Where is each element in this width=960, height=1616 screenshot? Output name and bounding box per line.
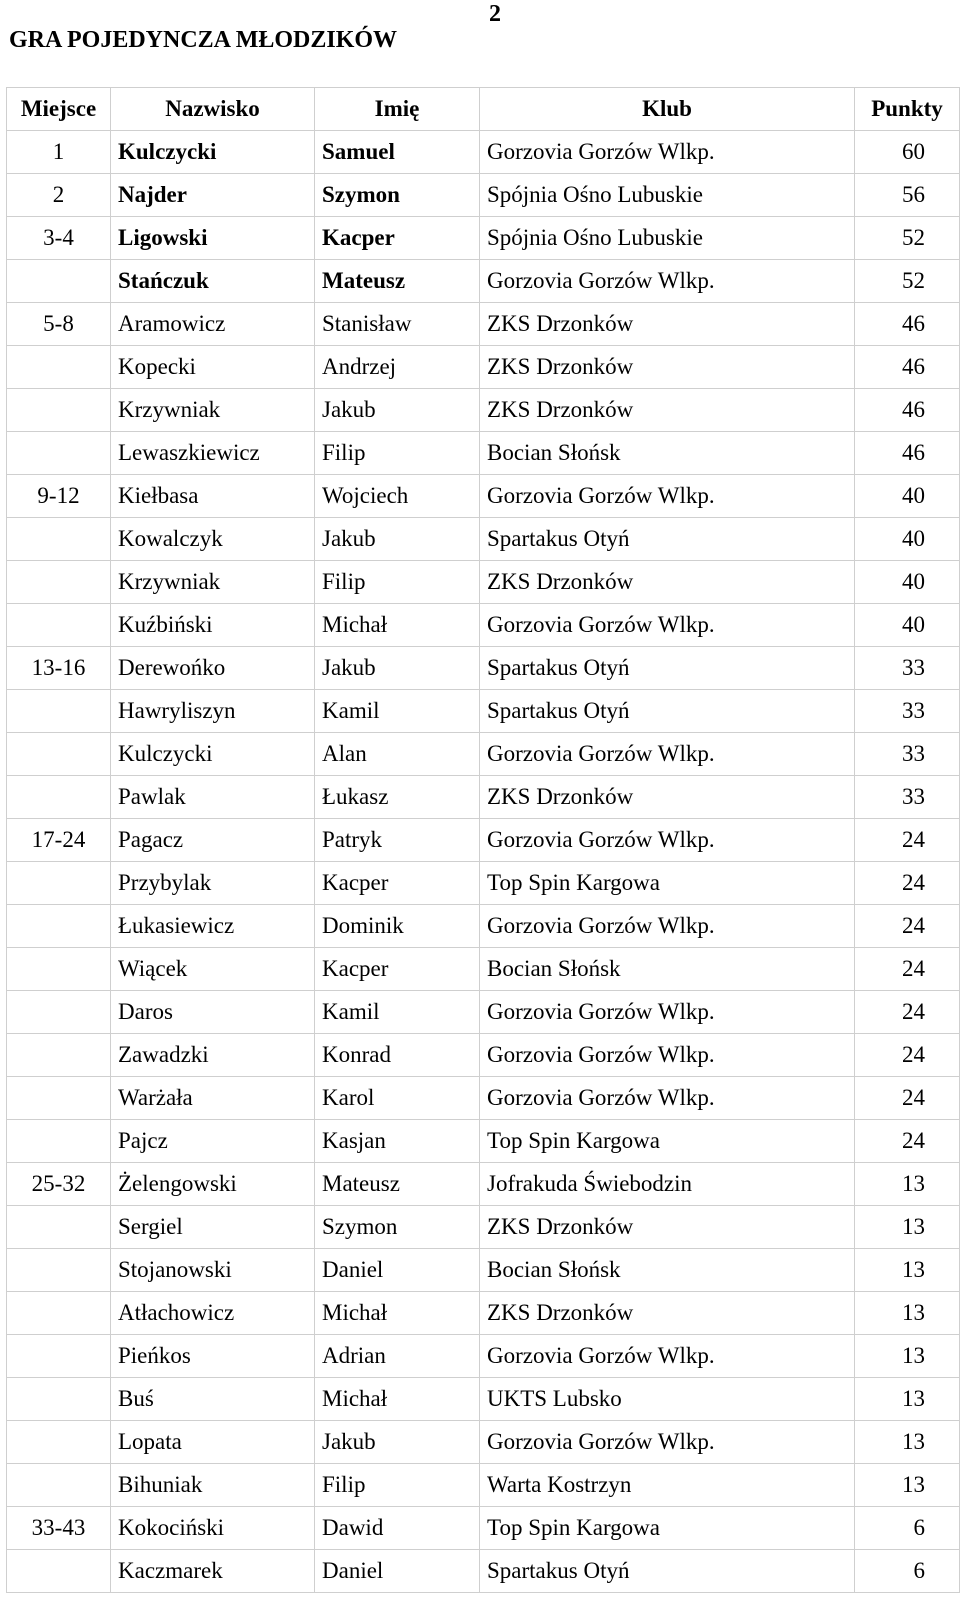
cell-surname: Stańczuk bbox=[111, 260, 315, 303]
cell-first: Kacper bbox=[315, 217, 480, 260]
cell-club: ZKS Drzonków bbox=[480, 389, 855, 432]
cell-points: 13 bbox=[855, 1464, 960, 1507]
cell-first: Jakub bbox=[315, 1421, 480, 1464]
cell-club: ZKS Drzonków bbox=[480, 1206, 855, 1249]
cell-club: Gorzovia Gorzów Wlkp. bbox=[480, 131, 855, 174]
cell-surname: Kokociński bbox=[111, 1507, 315, 1550]
cell-club: Bocian Słońsk bbox=[480, 948, 855, 991]
table-row bbox=[7, 1335, 960, 1378]
cell-place: 13-16 bbox=[7, 647, 111, 690]
cell-surname: Pagacz bbox=[111, 819, 315, 862]
cell-first: Filip bbox=[315, 1464, 480, 1507]
cell-club: Gorzovia Gorzów Wlkp. bbox=[480, 1034, 855, 1077]
cell-first: Daniel bbox=[315, 1249, 480, 1292]
document-title: GRA POJEDYNCZA MŁODZIKÓW bbox=[9, 27, 398, 53]
cell-place bbox=[7, 1034, 111, 1077]
cell-points: 46 bbox=[855, 346, 960, 389]
cell-club: Top Spin Kargowa bbox=[480, 862, 855, 905]
cell-place bbox=[7, 1550, 111, 1593]
cell-points: 33 bbox=[855, 776, 960, 819]
cell-points: 52 bbox=[855, 260, 960, 303]
cell-first: Alan bbox=[315, 733, 480, 776]
cell-first: Szymon bbox=[315, 174, 480, 217]
cell-place bbox=[7, 690, 111, 733]
cell-points: 24 bbox=[855, 1034, 960, 1077]
cell-points: 6 bbox=[855, 1507, 960, 1550]
table-row bbox=[7, 475, 960, 518]
table-row bbox=[7, 1378, 960, 1421]
cell-first: Samuel bbox=[315, 131, 480, 174]
cell-surname: Sergiel bbox=[111, 1206, 315, 1249]
cell-first: Daniel bbox=[315, 1550, 480, 1593]
cell-surname: Hawryliszyn bbox=[111, 690, 315, 733]
cell-club: Spartakus Otyń bbox=[480, 690, 855, 733]
cell-points: 24 bbox=[855, 905, 960, 948]
cell-points: 33 bbox=[855, 647, 960, 690]
table-row bbox=[7, 647, 960, 690]
cell-points: 13 bbox=[855, 1421, 960, 1464]
cell-club: ZKS Drzonków bbox=[480, 303, 855, 346]
cell-first: Jakub bbox=[315, 647, 480, 690]
cell-points: 24 bbox=[855, 948, 960, 991]
table-row bbox=[7, 260, 960, 303]
cell-first: Dominik bbox=[315, 905, 480, 948]
cell-club: ZKS Drzonków bbox=[480, 561, 855, 604]
cell-points: 13 bbox=[855, 1249, 960, 1292]
cell-first: Konrad bbox=[315, 1034, 480, 1077]
cell-club: Gorzovia Gorzów Wlkp. bbox=[480, 819, 855, 862]
cell-place bbox=[7, 1464, 111, 1507]
cell-surname: Pieńkos bbox=[111, 1335, 315, 1378]
cell-first: Patryk bbox=[315, 819, 480, 862]
cell-surname: Łukasiewicz bbox=[111, 905, 315, 948]
cell-surname: Warżała bbox=[111, 1077, 315, 1120]
cell-first: Michał bbox=[315, 604, 480, 647]
cell-surname: Lewaszkiewicz bbox=[111, 432, 315, 475]
cell-place bbox=[7, 905, 111, 948]
cell-club: Bocian Słońsk bbox=[480, 1249, 855, 1292]
cell-place: 33-43 bbox=[7, 1507, 111, 1550]
cell-club: Spartakus Otyń bbox=[480, 1550, 855, 1593]
table-row bbox=[7, 432, 960, 475]
cell-points: 33 bbox=[855, 733, 960, 776]
cell-place bbox=[7, 948, 111, 991]
cell-club: Gorzovia Gorzów Wlkp. bbox=[480, 604, 855, 647]
cell-first: Dawid bbox=[315, 1507, 480, 1550]
cell-first: Andrzej bbox=[315, 346, 480, 389]
table-row bbox=[7, 1292, 960, 1335]
table-row bbox=[7, 1034, 960, 1077]
table-row bbox=[7, 733, 960, 776]
table-row bbox=[7, 819, 960, 862]
table-row bbox=[7, 174, 960, 217]
table-row bbox=[7, 948, 960, 991]
header-place: Miejsce bbox=[7, 88, 111, 131]
cell-surname: Bihuniak bbox=[111, 1464, 315, 1507]
cell-points: 13 bbox=[855, 1163, 960, 1206]
table-row bbox=[7, 991, 960, 1034]
cell-points: 40 bbox=[855, 561, 960, 604]
table-row bbox=[7, 1507, 960, 1550]
cell-place bbox=[7, 862, 111, 905]
table-row bbox=[7, 1206, 960, 1249]
cell-points: 56 bbox=[855, 174, 960, 217]
cell-surname: Atłachowicz bbox=[111, 1292, 315, 1335]
cell-points: 46 bbox=[855, 303, 960, 346]
cell-place: 2 bbox=[7, 174, 111, 217]
cell-club: ZKS Drzonków bbox=[480, 346, 855, 389]
cell-points: 13 bbox=[855, 1206, 960, 1249]
page-number: 2 bbox=[489, 1, 501, 27]
cell-place: 17-24 bbox=[7, 819, 111, 862]
cell-place bbox=[7, 1077, 111, 1120]
cell-points: 40 bbox=[855, 518, 960, 561]
cell-club: Gorzovia Gorzów Wlkp. bbox=[480, 733, 855, 776]
table-row bbox=[7, 1120, 960, 1163]
cell-first: Mateusz bbox=[315, 260, 480, 303]
cell-club: ZKS Drzonków bbox=[480, 1292, 855, 1335]
cell-surname: Daros bbox=[111, 991, 315, 1034]
cell-club: Spartakus Otyń bbox=[480, 647, 855, 690]
cell-place bbox=[7, 604, 111, 647]
cell-points: 13 bbox=[855, 1378, 960, 1421]
table-row bbox=[7, 776, 960, 819]
cell-points: 24 bbox=[855, 862, 960, 905]
cell-points: 46 bbox=[855, 432, 960, 475]
cell-club: Gorzovia Gorzów Wlkp. bbox=[480, 1077, 855, 1120]
cell-surname: Kulczycki bbox=[111, 131, 315, 174]
cell-place bbox=[7, 432, 111, 475]
cell-place bbox=[7, 346, 111, 389]
cell-first: Filip bbox=[315, 432, 480, 475]
cell-club: Gorzovia Gorzów Wlkp. bbox=[480, 1335, 855, 1378]
table-row bbox=[7, 905, 960, 948]
table-row bbox=[7, 1163, 960, 1206]
table-row bbox=[7, 1077, 960, 1120]
cell-place: 25-32 bbox=[7, 1163, 111, 1206]
cell-first: Michał bbox=[315, 1378, 480, 1421]
cell-surname: Kopecki bbox=[111, 346, 315, 389]
cell-surname: Żelengowski bbox=[111, 1163, 315, 1206]
table-row bbox=[7, 604, 960, 647]
cell-place bbox=[7, 1249, 111, 1292]
cell-surname: Kuźbiński bbox=[111, 604, 315, 647]
cell-surname: Krzywniak bbox=[111, 561, 315, 604]
cell-place: 3-4 bbox=[7, 217, 111, 260]
header-row bbox=[7, 88, 960, 131]
cell-surname: Kaczmarek bbox=[111, 1550, 315, 1593]
cell-points: 13 bbox=[855, 1292, 960, 1335]
cell-club: Bocian Słońsk bbox=[480, 432, 855, 475]
cell-place bbox=[7, 991, 111, 1034]
cell-surname: Wiącek bbox=[111, 948, 315, 991]
cell-surname: Zawadzki bbox=[111, 1034, 315, 1077]
cell-points: 24 bbox=[855, 819, 960, 862]
table-row bbox=[7, 1421, 960, 1464]
cell-surname: Krzywniak bbox=[111, 389, 315, 432]
table-row bbox=[7, 217, 960, 260]
cell-points: 13 bbox=[855, 1335, 960, 1378]
cell-surname: Najder bbox=[111, 174, 315, 217]
cell-place bbox=[7, 776, 111, 819]
cell-place bbox=[7, 1206, 111, 1249]
cell-club: Gorzovia Gorzów Wlkp. bbox=[480, 905, 855, 948]
cell-first: Kacper bbox=[315, 948, 480, 991]
table-row bbox=[7, 389, 960, 432]
cell-first: Karol bbox=[315, 1077, 480, 1120]
table-row bbox=[7, 561, 960, 604]
cell-first: Jakub bbox=[315, 389, 480, 432]
cell-points: 40 bbox=[855, 604, 960, 647]
cell-place: 9-12 bbox=[7, 475, 111, 518]
table-header bbox=[7, 88, 960, 131]
cell-surname: Przybylak bbox=[111, 862, 315, 905]
cell-surname: Aramowicz bbox=[111, 303, 315, 346]
cell-points: 24 bbox=[855, 1077, 960, 1120]
cell-club: Jofrakuda Świebodzin bbox=[480, 1163, 855, 1206]
cell-surname: Stojanowski bbox=[111, 1249, 315, 1292]
cell-first: Mateusz bbox=[315, 1163, 480, 1206]
cell-points: 24 bbox=[855, 1120, 960, 1163]
cell-surname: Kiełbasa bbox=[111, 475, 315, 518]
cell-club: ZKS Drzonków bbox=[480, 776, 855, 819]
cell-first: Kamil bbox=[315, 690, 480, 733]
cell-surname: Ligowski bbox=[111, 217, 315, 260]
cell-place bbox=[7, 1335, 111, 1378]
cell-club: Spójnia Ośno Lubuskie bbox=[480, 217, 855, 260]
cell-place: 1 bbox=[7, 131, 111, 174]
cell-first: Stanisław bbox=[315, 303, 480, 346]
cell-place bbox=[7, 389, 111, 432]
cell-club: Gorzovia Gorzów Wlkp. bbox=[480, 475, 855, 518]
cell-surname: Buś bbox=[111, 1378, 315, 1421]
table-row bbox=[7, 346, 960, 389]
cell-first: Łukasz bbox=[315, 776, 480, 819]
cell-first: Kasjan bbox=[315, 1120, 480, 1163]
header-club: Klub bbox=[480, 88, 855, 131]
table-row bbox=[7, 1550, 960, 1593]
cell-points: 60 bbox=[855, 131, 960, 174]
cell-first: Filip bbox=[315, 561, 480, 604]
table-row bbox=[7, 131, 960, 174]
cell-club: UKTS Lubsko bbox=[480, 1378, 855, 1421]
header-first-name: Imię bbox=[315, 88, 480, 131]
cell-club: Spójnia Ośno Lubuskie bbox=[480, 174, 855, 217]
cell-place bbox=[7, 1292, 111, 1335]
cell-club: Spartakus Otyń bbox=[480, 518, 855, 561]
cell-surname: Derewońko bbox=[111, 647, 315, 690]
cell-place bbox=[7, 561, 111, 604]
cell-club: Top Spin Kargowa bbox=[480, 1120, 855, 1163]
cell-surname: Kowalczyk bbox=[111, 518, 315, 561]
table-row bbox=[7, 862, 960, 905]
cell-surname: Pawlak bbox=[111, 776, 315, 819]
table-row bbox=[7, 690, 960, 733]
table-row bbox=[7, 303, 960, 346]
table-row bbox=[7, 518, 960, 561]
cell-place bbox=[7, 733, 111, 776]
cell-place bbox=[7, 518, 111, 561]
cell-points: 33 bbox=[855, 690, 960, 733]
cell-place: 5-8 bbox=[7, 303, 111, 346]
table-row bbox=[7, 1464, 960, 1507]
cell-points: 46 bbox=[855, 389, 960, 432]
table-body bbox=[7, 131, 960, 1593]
cell-club: Gorzovia Gorzów Wlkp. bbox=[480, 991, 855, 1034]
cell-place bbox=[7, 1378, 111, 1421]
cell-first: Jakub bbox=[315, 518, 480, 561]
cell-first: Kamil bbox=[315, 991, 480, 1034]
cell-club: Top Spin Kargowa bbox=[480, 1507, 855, 1550]
header-points: Punkty bbox=[855, 88, 960, 131]
cell-club: Gorzovia Gorzów Wlkp. bbox=[480, 1421, 855, 1464]
cell-points: 24 bbox=[855, 991, 960, 1034]
cell-first: Szymon bbox=[315, 1206, 480, 1249]
cell-points: 52 bbox=[855, 217, 960, 260]
cell-points: 40 bbox=[855, 475, 960, 518]
cell-points: 6 bbox=[855, 1550, 960, 1593]
cell-first: Wojciech bbox=[315, 475, 480, 518]
cell-club: Warta Kostrzyn bbox=[480, 1464, 855, 1507]
header-surname: Nazwisko bbox=[111, 88, 315, 131]
cell-place bbox=[7, 1120, 111, 1163]
cell-surname: Pajcz bbox=[111, 1120, 315, 1163]
cell-surname: Lopata bbox=[111, 1421, 315, 1464]
cell-first: Adrian bbox=[315, 1335, 480, 1378]
results-table bbox=[6, 87, 960, 1593]
table-row bbox=[7, 1249, 960, 1292]
cell-club: Gorzovia Gorzów Wlkp. bbox=[480, 260, 855, 303]
cell-surname: Kulczycki bbox=[111, 733, 315, 776]
cell-first: Kacper bbox=[315, 862, 480, 905]
cell-first: Michał bbox=[315, 1292, 480, 1335]
cell-place bbox=[7, 260, 111, 303]
cell-place bbox=[7, 1421, 111, 1464]
